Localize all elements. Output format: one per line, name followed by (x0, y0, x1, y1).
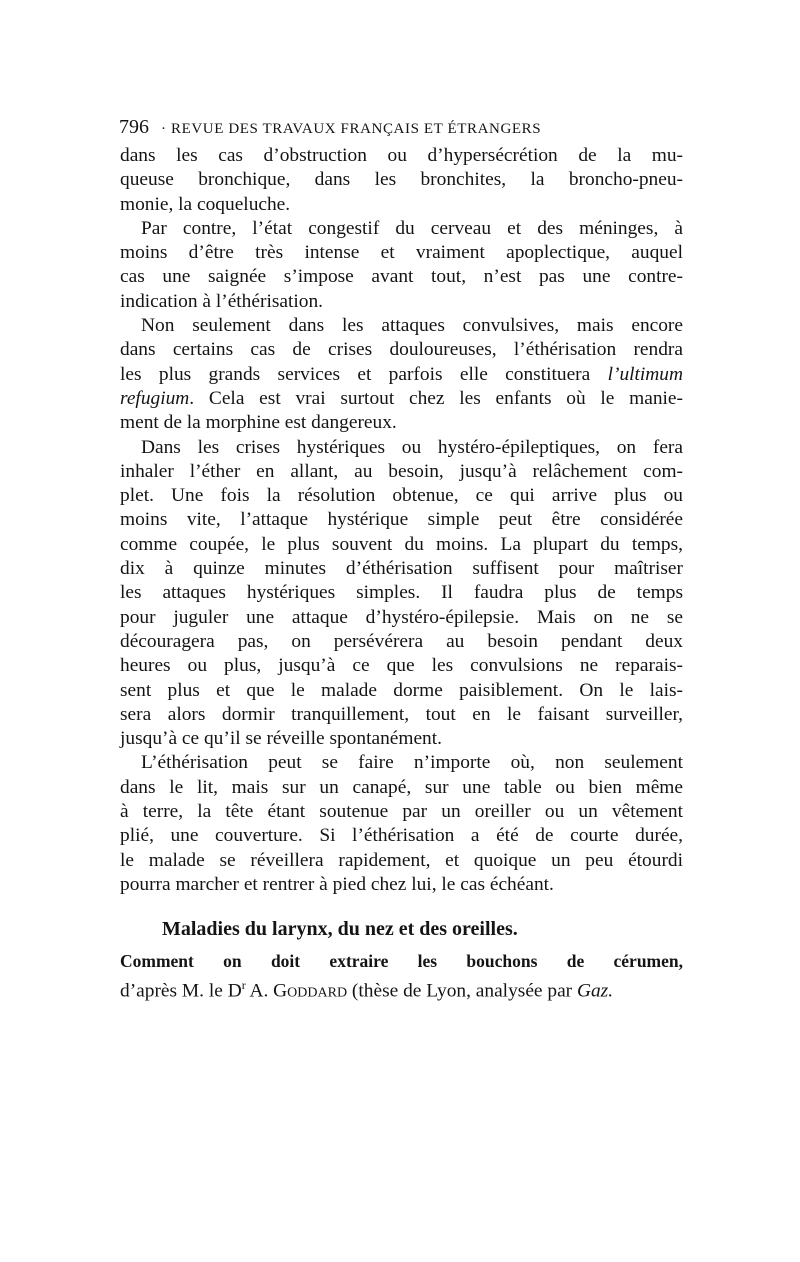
line-text: comme coupée, le plus souvent du moins. La plupart du temps, (120, 533, 683, 555)
line-text: moins vite, l’attaque hystérique simple peut être considérée (120, 509, 683, 531)
text-line (120, 436, 683, 460)
running-header (119, 116, 699, 139)
line-text: Dans les crises hystériques ou hystéro-épileptiques, on fera (141, 436, 683, 458)
header-separator: · (161, 121, 167, 137)
running-title: REVUE DES TRAVAUX FRANÇAIS ET ÉTRANGERS (170, 121, 542, 137)
text-line (120, 363, 683, 387)
text-line (120, 557, 683, 581)
line-text: heures ou plus, jusqu’à ce que les convulsions ne reparais- (120, 655, 683, 677)
line-text: cas une saignée s’impose avant tout, n’est pas une contre- (120, 266, 683, 288)
line-text: moins d’être très intense et vraiment apoplectique, auquel (120, 242, 683, 264)
text-line (120, 484, 683, 508)
text-line (120, 606, 683, 630)
line-text: inhaler l’éther en allant, au besoin, jusqu’à relâchement com- (120, 460, 683, 482)
line-text: dans le lit, mais sur un canapé, sur une table ou bien même (120, 776, 683, 798)
line-text: plet. Une fois la résolution obtenue, ce qui arrive plus ou (120, 485, 683, 507)
line-text: Non seulement dans les attaques convulsives, mais encore (141, 315, 683, 337)
text-line (120, 751, 683, 775)
line-text: dans les cas d’obstruction ou d’hypersécrétion de la mu- (120, 145, 683, 166)
text-line (120, 411, 683, 435)
text-line (120, 776, 683, 800)
line-text: pour juguler une attaque d’hystéro-épilepsie. Mais on ne se (120, 606, 683, 628)
text-line (120, 630, 683, 654)
text-line (120, 824, 683, 848)
text-line (120, 679, 683, 703)
text-line (120, 265, 683, 289)
byline-source: Gaz. (576, 980, 614, 1002)
text-line (120, 168, 683, 192)
text-line (120, 290, 683, 314)
text-line (120, 800, 683, 824)
line-text: queuse bronchique, dans les bronchites, la broncho-pneu- (120, 169, 683, 191)
page-number: 796 (119, 116, 149, 138)
section-heading: Maladies du larynx, du nez et des oreilles. (162, 918, 518, 941)
line-text: indication à l’éthérisation. (120, 290, 323, 312)
line-text: dans certains cas de crises douloureuses, l’éthérisation rendra (120, 339, 683, 361)
article-title: Comment on doit extraire les bouchons de cérumen, (120, 950, 683, 971)
text-line (120, 703, 683, 727)
byline-middle: (thèse de Lyon, analysée par (347, 980, 577, 1002)
byline-superscript: r (241, 977, 246, 992)
text-line (120, 217, 683, 241)
line-text: découragera pas, on persévérera au besoin pendant deux (120, 630, 683, 652)
line-text: plié, une couverture. Si l’éthérisation a été de courte durée, (120, 825, 683, 847)
body-text (120, 144, 683, 1004)
text-line (120, 387, 683, 411)
line-text: les plus grands services et parfois elle constituera (120, 363, 608, 385)
line-text: jusqu’à ce qu’il se réveille spontanément. (120, 728, 442, 750)
article-byline (120, 973, 683, 1004)
line-text: ment de la morphine est dangereux. (120, 412, 397, 434)
text-line (120, 338, 683, 362)
text-line (120, 849, 683, 873)
text-line (120, 873, 683, 897)
line-italic: refugium (120, 387, 190, 409)
text-line (120, 241, 683, 265)
byline-author: A. Goddard (245, 980, 348, 1002)
line-text: à terre, la tête étant soutenue par un oreiller ou un vêtement (120, 801, 683, 823)
text-line (120, 654, 683, 678)
text-line (120, 460, 683, 484)
line-text: monie, la coqueluche. (120, 193, 291, 215)
line-text: le malade se réveillera rapidement, et quoique un peu étourdi (120, 849, 683, 871)
text-line (120, 314, 683, 338)
text-line (120, 193, 683, 217)
line-text: sent plus et que le malade dorme paisiblement. On le lais- (120, 679, 683, 701)
line-text: Par contre, l’état congestif du cerveau et des méninges, à (141, 217, 683, 239)
line-italic: l’ultimum (607, 363, 683, 385)
line-text: pourra marcher et rentrer à pied chez lui, le cas échéant. (120, 873, 554, 895)
line-text: L’éthérisation peut se faire n’importe où, non seulement (141, 752, 683, 774)
text-line (120, 533, 683, 557)
text-line (120, 581, 683, 605)
paragraph-lines (120, 144, 683, 897)
line-text: les attaques hystériques simples. Il faudra plus de temps (120, 582, 683, 604)
text-line (120, 144, 683, 168)
line-text: sera alors dormir tranquillement, tout en le faisant surveiller, (120, 703, 683, 725)
line-text: . Cela est vrai surtout chez les enfants où le manie- (189, 387, 683, 409)
line-text: dix à quinze minutes d’éthérisation suffisent pour maîtriser (120, 558, 683, 580)
byline-prefix: d’après M. le D (120, 980, 242, 1002)
text-line (120, 727, 683, 751)
text-line (120, 508, 683, 532)
